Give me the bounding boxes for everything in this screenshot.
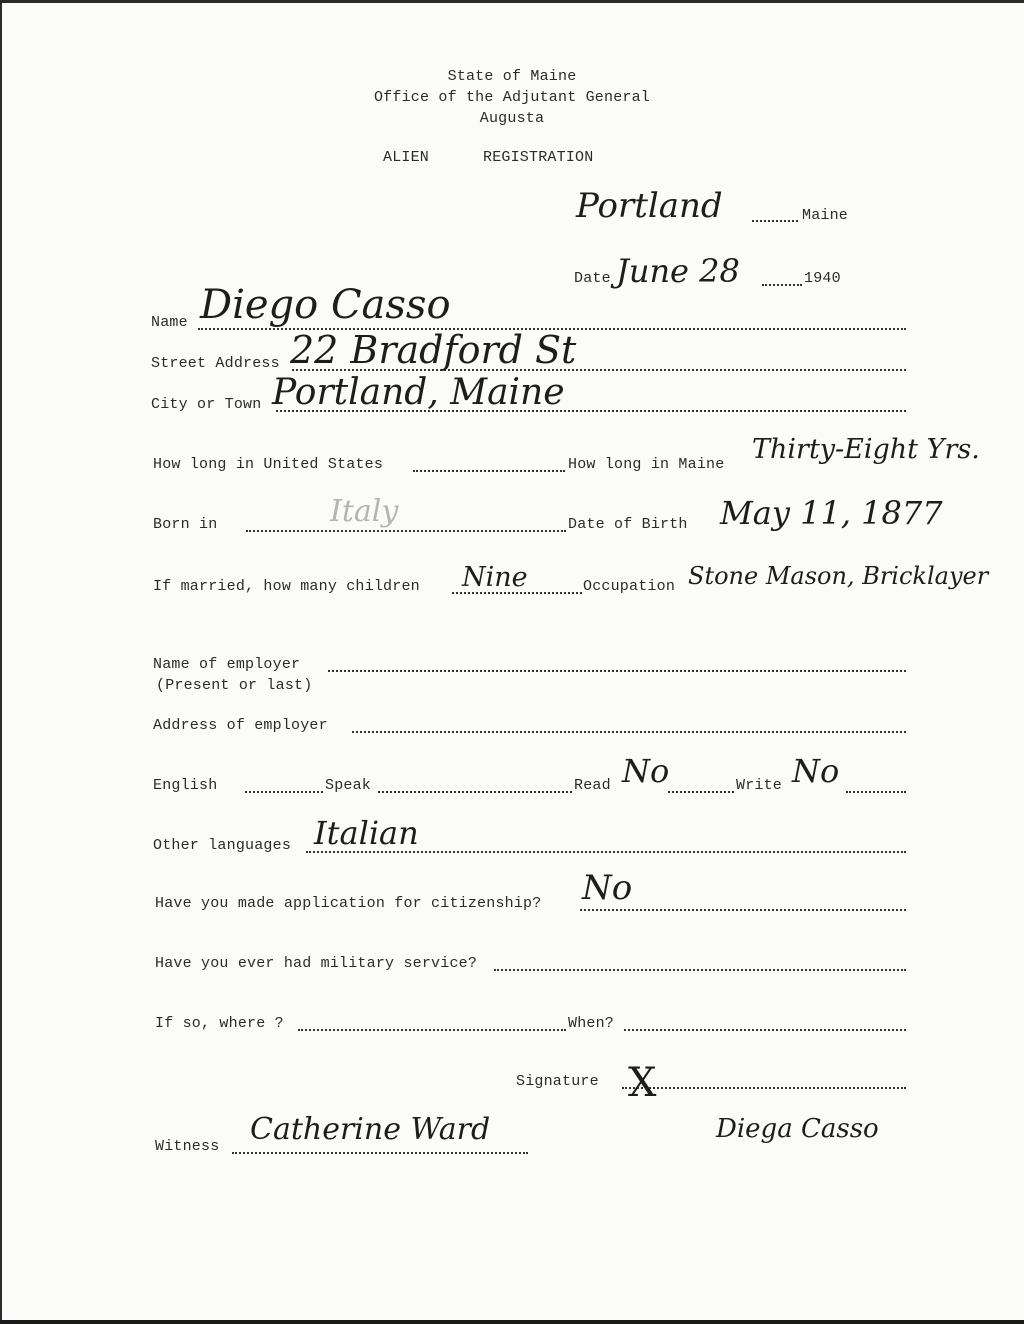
speak-label: Speak <box>325 777 372 794</box>
employer-address-label: Address of employer <box>153 717 328 734</box>
street-label: Street Address <box>151 355 280 372</box>
born-in-value: Italy <box>330 494 399 529</box>
how-long-maine-value: Thirty-Eight Yrs. <box>752 434 980 465</box>
read-value: No <box>622 752 670 790</box>
write-value: No <box>792 752 840 790</box>
scan-border-bottom <box>0 1320 1024 1324</box>
where-label: If so, where ? <box>155 1015 284 1032</box>
speak-dots <box>378 791 572 793</box>
employer-name-dots <box>328 670 906 672</box>
form-title-registration: REGISTRATION <box>483 149 594 166</box>
married-label: If married, how many children <box>153 578 420 595</box>
location-dots <box>752 220 798 222</box>
how-long-us-dots <box>413 470 565 472</box>
date-dots <box>762 284 802 286</box>
header-city: Augusta <box>479 110 545 127</box>
date-label: Date <box>574 270 611 287</box>
name-label: Name <box>151 314 188 331</box>
date-handwritten: June 28 <box>616 252 740 290</box>
date-year: 1940 <box>804 270 841 287</box>
where-dots <box>298 1029 566 1031</box>
form-title-alien: ALIEN <box>383 149 430 166</box>
military-label: Have you ever had military service? <box>155 955 478 972</box>
citizenship-label: Have you made application for citizenship? <box>155 895 542 912</box>
when-dots <box>624 1029 906 1031</box>
born-in-dots <box>246 530 566 532</box>
occupation-value: Stone Mason, Bricklayer <box>688 562 989 590</box>
write-label: Write <box>736 777 783 794</box>
dob-value: May 11, 1877 <box>720 494 943 532</box>
location-printed: Maine <box>802 207 849 224</box>
how-long-us-label: How long in United States <box>153 456 384 473</box>
city-value: Portland, Maine <box>272 372 565 413</box>
citizenship-value: No <box>582 868 633 908</box>
name-value: Diego Casso <box>200 282 451 328</box>
employer-note: (Present or last) <box>156 677 313 694</box>
other-languages-value: Italian <box>314 814 419 852</box>
born-in-label: Born in <box>153 516 218 533</box>
employer-name-label: Name of employer <box>153 656 301 673</box>
scan-border-top <box>0 0 1024 3</box>
other-languages-label: Other languages <box>153 837 292 854</box>
signature-dots <box>622 1087 906 1089</box>
english-label: English <box>153 777 218 794</box>
street-value: 22 Bradford St <box>290 328 577 372</box>
city-label: City or Town <box>151 396 262 413</box>
witness-dots <box>232 1152 528 1154</box>
scan-border-left <box>0 0 2 1324</box>
write-dots <box>846 791 906 793</box>
read-label: Read <box>574 777 611 794</box>
location-handwritten: Portland <box>576 186 723 226</box>
signed-name: Diega Casso <box>716 1114 879 1144</box>
english-dots <box>245 791 323 793</box>
when-label: When? <box>568 1015 615 1032</box>
occupation-label: Occupation <box>583 578 676 595</box>
children-value: Nine <box>462 562 528 593</box>
read-dots <box>668 791 734 793</box>
witness-value: Catherine Ward <box>250 1112 491 1147</box>
military-dots <box>494 969 906 971</box>
witness-label: Witness <box>155 1138 220 1155</box>
citizenship-dots <box>580 909 906 911</box>
employer-address-dots <box>352 731 906 733</box>
signature-mark: X <box>628 1060 657 1106</box>
header-state: State of Maine <box>447 68 577 85</box>
signature-label: Signature <box>516 1073 599 1090</box>
how-long-maine-label: How long in Maine <box>568 456 725 473</box>
dob-label: Date of Birth <box>568 516 688 533</box>
header-office: Office of the Adjutant General <box>373 89 651 106</box>
